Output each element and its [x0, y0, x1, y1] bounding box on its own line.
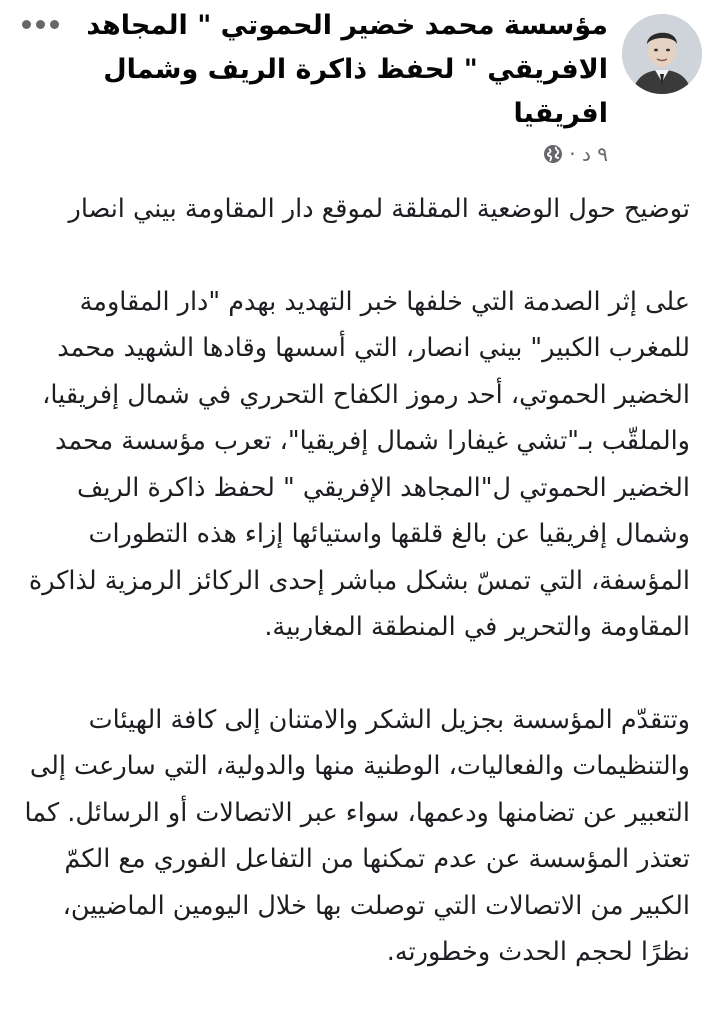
avatar[interactable]	[622, 14, 702, 94]
globe-icon[interactable]	[543, 144, 563, 164]
post-header	[0, 0, 714, 180]
post-body	[18, 186, 690, 976]
post-paragraph: وتتقدّم المؤسسة بجزيل الشكر والامتنان إلى كافة الهيئات والتنظيمات والفعاليات، الوطنية منها والدولية، التي سارعت إلى التعبير عن تضامنها ودعمها، سواء عبر الاتصالات أو الرسائل. كما تعتذر المؤسسة عن عدم تمكنها من التفاعل الفوري مع الكمّ الكبير من الاتصالات التي توصلت بها خلال اليومين الماضيين، نظرًا لحجم الحدث وخطورته.	[24, 704, 690, 967]
avatar-portrait-icon	[622, 14, 702, 94]
more-options-dot	[36, 20, 45, 29]
post-title: توضيح حول الوضعية المقلقة لموقع دار المقاومة بيني انصار	[68, 194, 690, 224]
more-options-icon	[50, 20, 59, 29]
author-name[interactable]: مؤسسة محمد خضير الحموتي " المجاهد الافريقي " لحفظ ذاكرة الريف وشمال افريقيا	[86, 10, 608, 129]
more-options-button[interactable]	[16, 14, 65, 35]
more-options-dot	[22, 20, 31, 29]
post-meta	[543, 142, 608, 166]
post-paragraph: على إثر الصدمة التي خلفها خبر التهديد بهدم "دار المقاومة للمغرب الكبير" بيني انصار، التي أسسها وقادها الشهيد محمد الخضير الحموتي، أحد رموز الكفاح التحرري في شمال إفريقيا، والملقّب بـ"تشي غيفارا شمال إفريقيا"، تعرب مؤسسة محمد الخضير الحموتي ل"المجاهد الإفريقي " لحفظ ذاكرة الريف وشمال إفريقيا عن بالغ قلقها واستيائها إزاء هذه التطورات المؤسفة، التي تمسّ بشكل مباشر إحدى الركائز الرمزية لذاكرة المقاومة والتحرير في المنطقة المغاربية.	[28, 286, 690, 642]
post-timestamp[interactable]: ٩ د ·	[569, 142, 608, 166]
